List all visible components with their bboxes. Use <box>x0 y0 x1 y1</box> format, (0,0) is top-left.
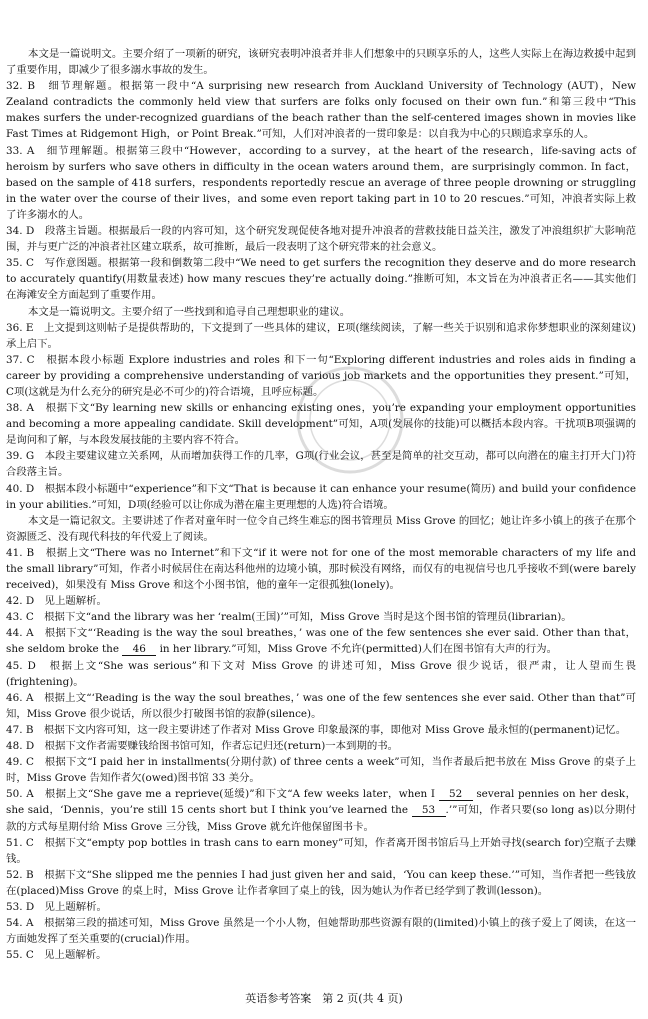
passage-summary: 本文是一篇说明文。主要介绍了一项新的研究，该研究表明冲浪者并非人们想象中的只顾享乐的人，这些人实际上在海边救援中起到了重要作用，即减少了很多溺水事故的发生。 <box>6 48 636 77</box>
explanation-text: in her library.”可知，Miss Grove 不允许(permitted)人们在图书馆有大声的行为。 <box>156 643 557 656</box>
answer-explanation: 54. A 根据第三段的描述可知，Miss Grove 虽然是一个小人物，但她帮助那些资源有限的(limited)小镇上的孩子爱上了阅读，在这一方面她发挥了至关重要的(crucial)作用。 <box>6 917 636 946</box>
answer-explanation: 32. B 细节理解题。根据第一段中“A surprising new research from Auckland University of Technology (AUT)，New Zealand contradicts the commonly held view that surfers are folks only focused on their own fun.”和第三段中“This makes surfers the under-recognized guardians of the beach rather than the self-centered images shown in movies like Fast Times at Ridgemont High，or Point Break.”可知，人们对冲浪者的一贯印象是：以自我为中心的只顾追求享乐的人。 <box>6 80 636 141</box>
explanation-text: 44. A 根据下文“‘Reading is the way the soul breathes，’ was one of the few sentences she ever said. Other than that，she seldom broke the <box>6 627 636 656</box>
answer-explanation: 49. C 根据下文“I paid her in installments(分期付款) of three cents a week”可知，当作者最后把书放在 Miss Grove 的桌子上时，Miss Grove 告知作者欠(owed)图书馆 33 美分。 <box>6 756 636 785</box>
answer-explanation: 34. D 段落主旨题。根据最后一段的内容可知，这个研究发现促使各地对提升冲浪者的营救技能日益关注，激发了冲浪组织扩大影响范围，并与更广泛的冲浪者社区建立联系，故可推断，最后一段表明了这个研究带来的社会意义。 <box>6 225 636 254</box>
answer-explanation <box>6 786 636 834</box>
answer-explanation: 52. B 根据下文“She slipped me the pennies I had just given her and said，‘You can keep these.’”可知，当作者把一些钱放在(placed)Miss Grove 的桌上时，Miss Grove 让作者拿回了桌上的钱，因为她认为作者已经学到了教训(lesson)。 <box>6 868 636 897</box>
explanation-text: 50. A 根据上文“She gave me a reprieve(延缓)”和下文“A few weeks later，when I <box>6 788 439 801</box>
answer-explanation: 39. G 本段主要建议建立关系网，从而增加获得工作的几率，G项(行业会议，甚至是简单的社交互动，都可以向潜在的雇主打开大门)符合段落主旨。 <box>6 450 636 479</box>
answer-explanation: 45. D 根据上文“She was serious”和下文对 Miss Grove 的讲述可知，Miss Grove 很少说话，很严肃，让人望而生畏(frightening)。 <box>6 659 636 688</box>
passage-summary: 本文是一篇记叙文。主要讲述了作者对童年时一位令自己终生难忘的图书管理员 Miss Grove 的回忆；她让许多小镇上的孩子在那个资源匮乏、没有现代科技的年代爱上了阅读。 <box>6 514 636 543</box>
answer-explanation: 33. A 细节理解题。根据第三段中“However，according to a survey，at the heart of the research，life-saving acts of heroism by surfers who save others in difficulty in the ocean waters around them，are surprisingly common. In fact，based on the sample of 418 surfers，respondents reportedly rescue an average of three people drowning or struggling in the water over the course of their lives，and some even report taking part in 10 to 20 rescues.”可知，冲浪者实际上救了许多溺水的人。 <box>6 144 636 221</box>
answer-explanation: 55. C 见上题解析。 <box>6 949 107 962</box>
page-footer: 英语参考答案 第 2 页(共 4 页) <box>245 992 403 1005</box>
answer-explanation: 43. C 根据下文“and the library was her ‘realm(王国)’”可知，Miss Grove 当时是这个图书馆的管理员(librarian)。 <box>6 611 572 624</box>
blank-number: 52 <box>439 788 473 801</box>
blank-number: 46 <box>122 643 156 656</box>
answer-explanations <box>6 46 636 963</box>
blank-number: 53 <box>412 804 446 817</box>
answer-explanation: 53. D 见上题解析。 <box>6 900 107 913</box>
answer-explanation: 42. D 见上题解析。 <box>6 595 107 608</box>
answer-explanation: 35. C 写作意图题。根据第一段和倒数第二段中“We need to get surfers the recognition they deserve and do more research to accurately quantify(用数量表述) how many rescues they’re actually doing.”推断可知，本文旨在为冲浪者正名——其实他们在海滩安全方面起到了重要作用。 <box>6 257 636 302</box>
answer-explanation: 40. D 根据本段小标题中“experience”和下文“That is because it can enhance your resume(简历) and build your confidence in your abilities.”可知，D项(经验可以让你成为潜在雇主更理想的人选)符合语境。 <box>6 482 636 511</box>
passage-summary: 本文是一篇说明文。主要介绍了一些找到和追寻自己理想职业的建议。 <box>28 305 351 318</box>
explanation-text: several pennies on her desk，she said，‘Dennis，you’re still 15 cents short but I think you’ve learned the <box>6 788 636 817</box>
answer-explanation: 51. C 根据下文“empty pop bottles in trash cans to earn money”可知，作者离开图书馆后马上开始寻找(search for)空瓶子去赚钱。 <box>6 836 636 865</box>
answer-explanation: 46. A 根据上文“‘Reading is the way the soul breathes，’ was one of the few sentences she ever said. Other than that”可知，Miss Grove 很少说话，所以很少打破图书馆的寂静(silence)。 <box>6 691 636 720</box>
explanation-text: .’”可知，作者只要(so long as)以分期付款的方式每星期付给 Miss Grove 三分钱，Miss Grove 就允许他保留图书卡。 <box>6 804 636 833</box>
answer-explanation: 38. A 根据下文“By learning new skills or enhancing existing ones，you’re expanding your employment opportunities and becoming a more appealing candidate. Skill development”可知，A项(发展你的技能)可以概括本段内容。干扰项B项强调的是询问和了解，与本段发展技能的主要内容不符合。 <box>6 402 636 447</box>
answer-explanation: 41. B 根据上文“There was no Internet”和下文“if it were not for one of the most memorable characters of my life and the small library”可知，作者小时候居住在南达科他州的边境小镇，那时候没有网络，而仅有的电视信号也几乎接收不到(were barely received)，如果没有 Miss Grove 和这个小图书馆，他的童年一定很孤独(lonely)。 <box>6 546 636 592</box>
answer-explanation: 36. E 上文提到这则帖子是提供帮助的，下文提到了一些具体的建议，E项(继续阅读，了解一些关于识别和追求你梦想职业的深刻建议)承上启下。 <box>6 321 636 350</box>
answer-explanation: 48. D 根据下文作者需要赚钱给图书馆可知，作者忘记归还(return)一本到期的书。 <box>6 740 399 753</box>
answer-explanation: 37. C 根据本段小标题 Explore industries and roles 和下一句“Exploring different industries and roles aids in finding a career by providing a comprehensive understanding of various job markets and the opportunities they present.”可知，C项(这就是为什么充分的研究是必不可少的)符合语境，且呼应标题。 <box>6 353 636 398</box>
answer-explanation: 47. B 根据下文内容可知，这一段主要讲述了作者对 Miss Grove 印象最深的事，即他对 Miss Grove 最永恒的(permanent)记忆。 <box>6 723 627 736</box>
answer-explanation <box>6 625 636 657</box>
